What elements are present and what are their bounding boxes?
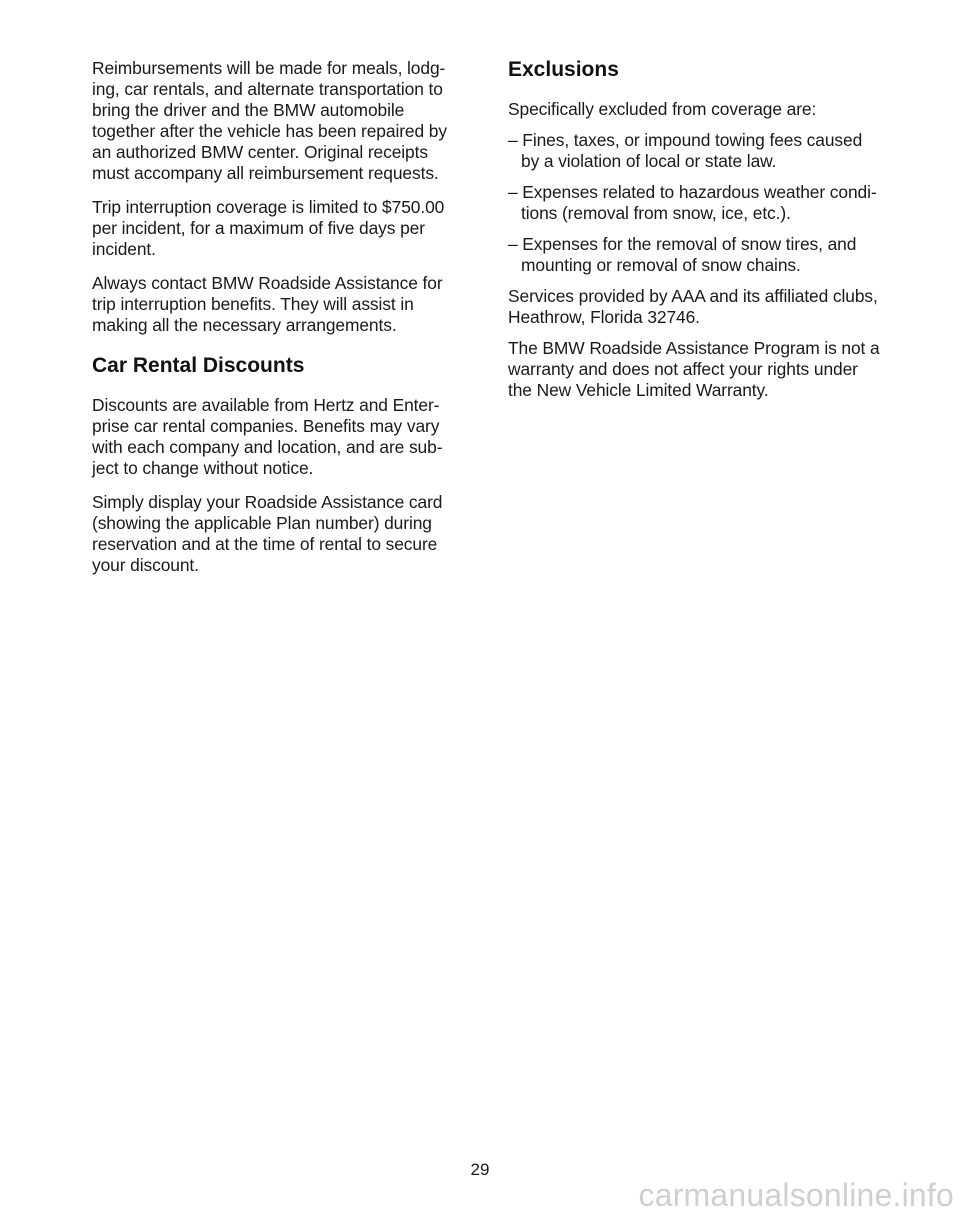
exclusion-item-weather: – Expenses related to hazardous weather condi-tions (removal from snow, ice, etc.). [508,182,877,223]
exclusion-item-fines: – Fines, taxes, or impound towing fees caused by a violation of local or state law. [508,130,863,171]
car-rental-heading: Car Rental Discounts [92,354,305,377]
reimbursement-paragraph: Reimbursements will be made for meals, lodg-ing, car rentals, and alternate transportation to bring the driver and the BMW automobile together after the vehicle has been repaired by an authorized BMW center. Original receipts must accompany all reimbursement requests. [92,58,447,183]
aaa-services-paragraph: Services provided by AAA and its affiliated clubs, Heathrow, Florida 32746. [508,286,878,327]
warranty-note-paragraph: The BMW Roadside Assistance Program is not a warranty and does not affect your rights under the New Vehicle Limited Warranty. [508,338,880,400]
right-column [508,58,880,411]
left-column [92,58,464,589]
contact-assistance-paragraph: Always contact BMW Roadside Assistance for trip interruption benefits. They will assist in making all the necessary arrangements. [92,273,443,335]
car-rental-discounts-paragraph: Discounts are available from Hertz and Enter-prise car rental companies. Benefits may vary with each company and location, and are sub-ject to change without notice. [92,395,443,478]
exclusions-heading: Exclusions [508,58,619,81]
watermark: carmanualsonline.info [638,1177,954,1213]
car-rental-card-paragraph: Simply display your Roadside Assistance card (showing the applicable Plan number) during reservation and at the time of rental to secure your discount. [92,492,443,575]
page-number: 29 [470,1160,490,1179]
trip-interruption-limit-paragraph: Trip interruption coverage is limited to $750.00 per incident, for a maximum of five days per incident. [92,197,445,259]
exclusion-item-snow-tires: – Expenses for the removal of snow tires, and mounting or removal of snow chains. [508,234,857,275]
exclusions-intro: Specifically excluded from coverage are: [508,99,817,119]
